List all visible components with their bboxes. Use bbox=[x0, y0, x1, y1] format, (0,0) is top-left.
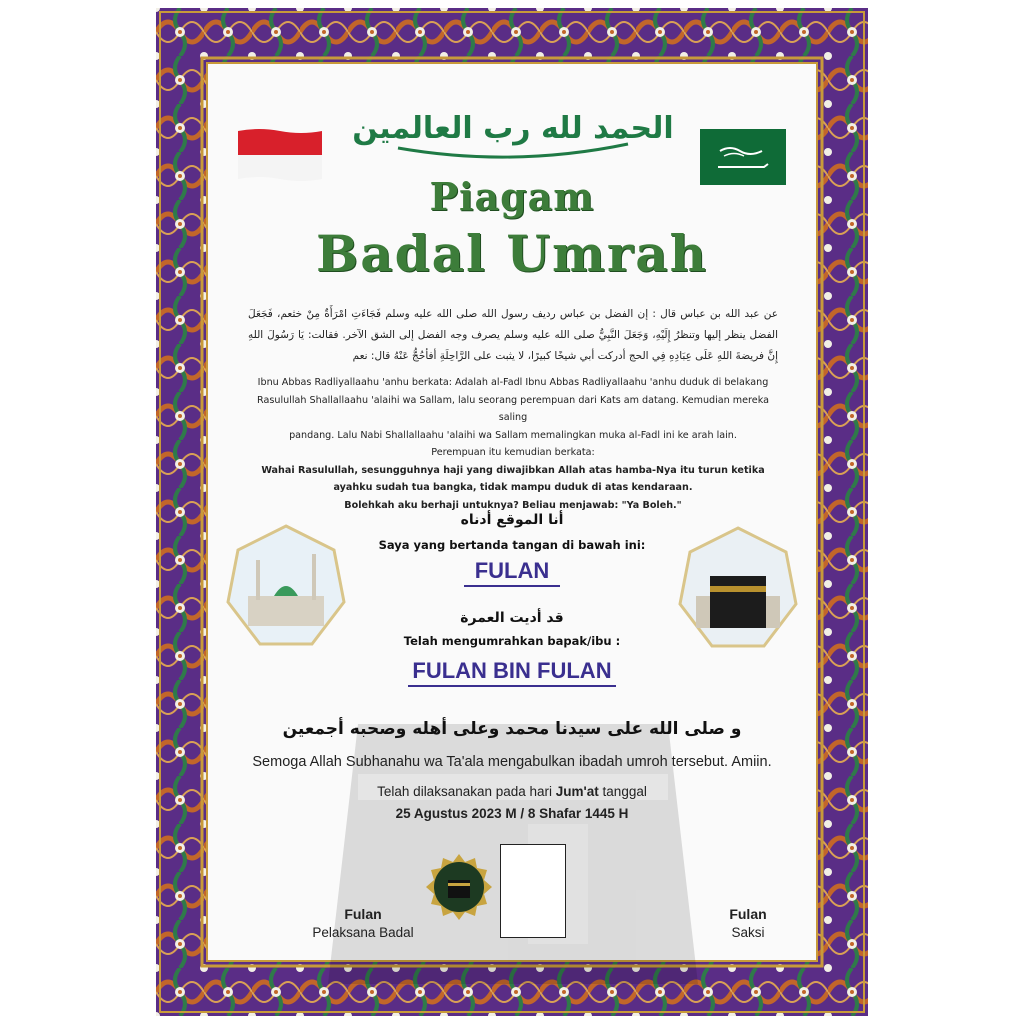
hadith-translation bbox=[248, 374, 778, 514]
performed-arabic: قد أديت العمرة bbox=[460, 610, 564, 626]
photo-box bbox=[500, 844, 566, 938]
translation-line-bold: ayahku sudah tua bangka, tidak mampu duduk di atas kendaraan. bbox=[333, 482, 693, 493]
certificate-sheet bbox=[156, 8, 868, 1016]
signature-role: Pelaksana Badal bbox=[312, 925, 414, 940]
date-day: Jum'at bbox=[555, 784, 599, 799]
translation-line: Perempuan itu kemudian berkata: bbox=[431, 447, 595, 458]
salawat-text: و صلى الله على سيدنا محمد وعلى أهله وصحبه أجمعين bbox=[282, 719, 742, 739]
date-full: 25 Agustus 2023 M / 8 Shafar 1445 H bbox=[395, 806, 629, 821]
hadith-arabic: عن عبد الله بن عباس قال : إن الفضل بن عباس رديف رسول الله صلى الله عليه وسلم فَجَاءَتِ امْرَأَةٌ مِنْ خثعم، فَجَعَلَ الفضل ينظر إليها وتنظرُ إِلَيْهِ، وَجَعَلَ النَّبِيُّ صلى الله عليه وسلم يصرف وجه الفضل إلى الشق الآخر. فقالت: يَا رَسُولَ اللهِ إِنَّ فريضةَ اللهِ عَلَى عِبَادِهِ فِي الحج أدركت أبي شيخًا كبيرًا، لا يثبت على الرَّاحِلَةِ أفأحُجُّ عَنْهُ قال: نعم bbox=[248, 308, 778, 362]
date-line bbox=[208, 784, 816, 799]
kaaba-seal-icon bbox=[426, 854, 492, 920]
certificate-title-piagam: Piagam bbox=[429, 174, 595, 219]
signature-name: Fulan bbox=[344, 906, 382, 922]
signature-witness bbox=[708, 906, 788, 940]
signature-role: Saksi bbox=[731, 925, 765, 940]
undersigned-label: Saya yang bertanda tangan di bawah ini: bbox=[378, 538, 646, 552]
beneficiary-name: FULAN BIN FULAN bbox=[408, 658, 616, 687]
calligraphy-text: الحمد لله رب العالمين bbox=[352, 111, 674, 146]
certificate-body bbox=[208, 64, 816, 960]
date-prefix: Telah dilaksanakan pada hari bbox=[377, 784, 553, 799]
translation-line-bold: Bolehkah aku berhaji untuknya? Beliau menjawab: "Ya Boleh." bbox=[344, 499, 682, 511]
performed-label: Telah mengumrahkan bapak/ibu : bbox=[403, 634, 621, 648]
date-mid: tanggal bbox=[602, 784, 647, 799]
undersigned-arabic: أنا الموقع أدناه bbox=[460, 512, 564, 528]
certificate-title-badal-umrah: Badal Umrah bbox=[315, 224, 709, 283]
executor-name: FULAN bbox=[464, 558, 560, 587]
signature-executor bbox=[298, 906, 428, 940]
translation-line: Rasulullah Shallallaahu 'alaihi wa Sallam, lalu seorang perempuan dari Kats am datang. Kemudian mereka saling bbox=[257, 394, 769, 423]
signature-name: Fulan bbox=[729, 906, 767, 922]
translation-line: pandang. Lalu Nabi Shallallaahu 'alaihi wa Sallam memalingkan muka al-Fadl ini ke arah lain. bbox=[289, 429, 737, 441]
translation-line: Ibnu Abbas Radliyallaahu 'anhu berkata: Adalah al-Fadl Ibnu Abbas Radliyallaahu 'anhu duduk di belakang bbox=[257, 377, 769, 388]
alhamdulillah-calligraphy bbox=[352, 86, 674, 166]
translation-line-bold: Wahai Rasulullah, sesungguhnya haji yang diwajibkan Allah atas hamba-Nya itu turun ketika bbox=[261, 464, 765, 476]
prayer-text: Semoga Allah Subhanahu wa Ta'ala mengabulkan ibadah umroh tersebut. Amiin. bbox=[252, 754, 772, 770]
